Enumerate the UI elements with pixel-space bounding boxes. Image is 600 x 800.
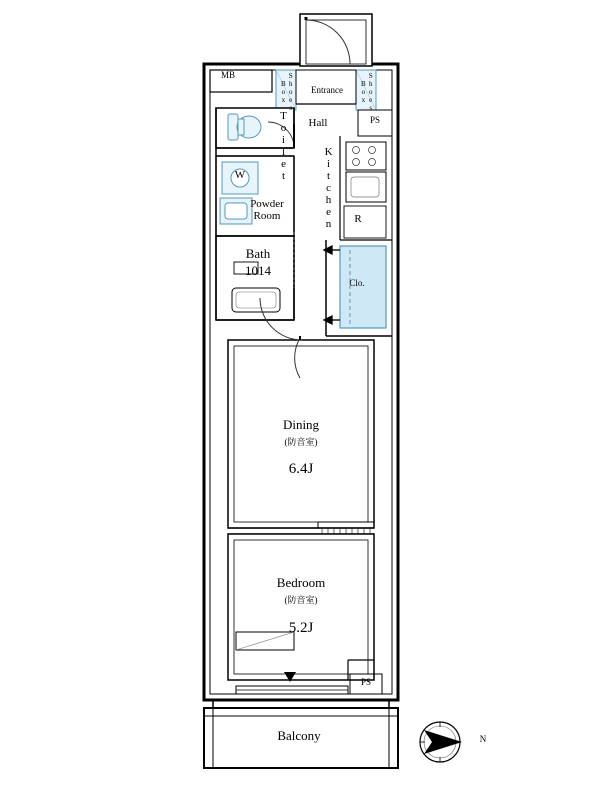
kitchen-sink xyxy=(346,172,386,202)
label-shoes-box-right: Shoes Box xyxy=(359,72,375,112)
label-hall: Hall xyxy=(308,117,328,129)
label-washer: W xyxy=(234,169,246,181)
label-dining-size: 6.4J xyxy=(288,461,314,477)
label-bath-size: 1014 xyxy=(245,263,271,278)
label-dining-note: (防音室) xyxy=(284,437,318,447)
label-bedroom-note: (防音室) xyxy=(284,595,318,605)
label-mb: MB xyxy=(220,70,235,80)
label-shoes-box-left: Shoes Box xyxy=(279,72,295,112)
label-bath: Bath xyxy=(245,246,271,261)
label-closet: Clo. xyxy=(349,278,365,288)
label-balcony: Balcony xyxy=(277,728,321,743)
label-kitchen: Kitchen xyxy=(322,146,335,230)
label-refrigerator: R xyxy=(354,213,362,225)
stove-unit xyxy=(346,142,386,170)
bedroom-window xyxy=(236,686,348,694)
label-toilet: Toilet xyxy=(277,110,290,182)
bathtub xyxy=(232,288,280,312)
toilet-fixture xyxy=(228,114,261,140)
entrance-recess xyxy=(300,14,372,66)
dining-room xyxy=(228,340,374,528)
label-ps-top: PS xyxy=(369,115,380,125)
bedroom-room xyxy=(228,534,374,680)
label-bedroom: Bedroom xyxy=(276,575,326,590)
label-bedroom-size: 5.2J xyxy=(288,620,314,636)
label-dining: Dining xyxy=(282,417,320,432)
label-compass-north: N xyxy=(479,734,487,744)
label-entrance: Entrance xyxy=(311,85,343,95)
label-ps-bottom: PS xyxy=(360,677,371,687)
label-powder-room: Powder Room xyxy=(250,198,284,222)
